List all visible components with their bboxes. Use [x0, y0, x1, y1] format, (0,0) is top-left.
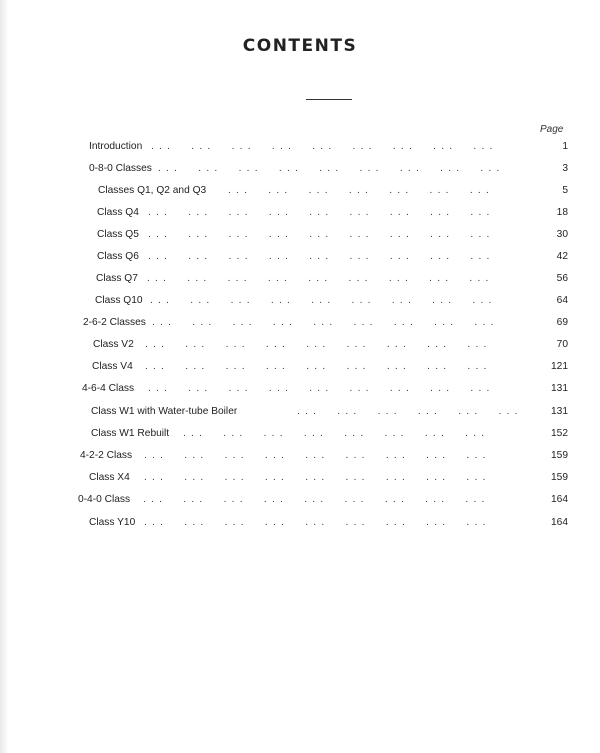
toc-entry [0, 315, 600, 331]
entry-label: 4-6-4 Class [82, 383, 135, 394]
page-title: CONTENTS [242, 36, 358, 56]
entry-page-number: 70 [556, 339, 568, 350]
toc-entry [0, 359, 600, 375]
page-column-heading: Page [540, 124, 564, 135]
toc-entry [0, 161, 600, 177]
entry-label: Class Q6 [97, 251, 139, 262]
entry-page-number: 64 [556, 295, 568, 306]
entry-page-number: 30 [556, 229, 568, 240]
dot-leaders: . . . . . . . . . . . . . . . . . . . . . . . . . . . [148, 229, 491, 240]
entry-label: Class Y10 [89, 517, 136, 528]
entry-page-number: 131 [551, 406, 568, 417]
toc-entry [0, 205, 600, 221]
dot-leaders: . . . . . . . . . . . . . . . . . . . . . [228, 185, 490, 196]
entry-page-number: 164 [551, 517, 568, 528]
entry-page-number: 5 [562, 185, 568, 196]
dot-leaders: . . . . . . . . . . . . . . . . . . . . . . . . . . . [151, 141, 494, 152]
dot-leaders: . . . . . . . . . . . . . . . . . . . . . . . . . . . [147, 273, 490, 284]
toc-entry [0, 139, 600, 155]
entry-label: Class Q10 [95, 295, 143, 306]
entry-label: Classes Q1, Q2 and Q3 [98, 185, 207, 196]
entry-label: Class Q4 [97, 207, 139, 218]
toc-entry [0, 293, 600, 309]
entry-page-number: 159 [551, 450, 568, 461]
toc-entry [0, 448, 600, 464]
dot-leaders: . . . . . . . . . . . . . . . . . . . . . . . . . . . [144, 450, 487, 461]
toc-entry [0, 515, 600, 531]
toc-entry [0, 404, 600, 420]
entry-label: Class V2 [93, 339, 134, 350]
entry-page-number: 131 [551, 383, 568, 394]
entry-label: Class Q7 [96, 273, 138, 284]
toc-entry [0, 183, 600, 199]
dot-leaders: . . . . . . . . . . . . . . . . . . . . . . . . [183, 428, 486, 439]
entry-page-number: 1 [562, 141, 568, 152]
entry-label: 0-4-0 Class [78, 494, 131, 505]
dot-leaders: . . . . . . . . . . . . . . . . . . . . . . . . . . . [145, 361, 488, 372]
toc-entry [0, 492, 600, 508]
dot-leaders: . . . . . . . . . . . . . . . . . . . . . . . . . . . [144, 472, 487, 483]
dot-leaders: . . . . . . . . . . . . . . . . . . . . . . . . . . . [148, 383, 491, 394]
entry-label: 0-8-0 Classes [89, 163, 152, 174]
dot-leaders: . . . . . . . . . . . . . . . . . . [297, 406, 519, 417]
dot-leaders: . . . . . . . . . . . . . . . . . . . . . . . . . . . [145, 339, 488, 350]
entry-page-number: 152 [551, 428, 568, 439]
entry-page-number: 42 [556, 251, 568, 262]
entry-label: Class W1 Rebuilt [91, 428, 170, 439]
entry-label: Class Q5 [97, 229, 139, 240]
title-rule [306, 99, 352, 100]
entry-page-number: 56 [556, 273, 568, 284]
entry-page-number: 121 [551, 361, 568, 372]
entry-label: 4-2-2 Class [80, 450, 133, 461]
page-edge-shadow [0, 0, 9, 753]
toc-entry [0, 249, 600, 265]
entry-page-number: 69 [556, 317, 568, 328]
entry-label: Introduction [89, 141, 143, 152]
dot-leaders: . . . . . . . . . . . . . . . . . . . . . . . . . . . [152, 317, 495, 328]
toc-entry [0, 470, 600, 486]
entry-page-number: 159 [551, 472, 568, 483]
entry-page-number: 18 [556, 207, 568, 218]
entry-label: 2-6-2 Classes [83, 317, 146, 328]
entry-page-number: 164 [551, 494, 568, 505]
dot-leaders: . . . . . . . . . . . . . . . . . . . . . . . . . . . [143, 494, 486, 505]
dot-leaders: . . . . . . . . . . . . . . . . . . . . . . . . . . . [158, 163, 501, 174]
toc-entry [0, 381, 600, 397]
toc-entry [0, 337, 600, 353]
dot-leaders: . . . . . . . . . . . . . . . . . . . . . . . . . . . [144, 517, 487, 528]
entry-label: Class V4 [92, 361, 133, 372]
toc-entry [0, 271, 600, 287]
toc-entry [0, 426, 600, 442]
entry-page-number: 3 [562, 163, 568, 174]
toc-entry [0, 227, 600, 243]
dot-leaders: . . . . . . . . . . . . . . . . . . . . . . . . . . . [148, 207, 491, 218]
entry-label: Class X4 [89, 472, 130, 483]
dot-leaders: . . . . . . . . . . . . . . . . . . . . . . . . . . . [148, 251, 491, 262]
dot-leaders: . . . . . . . . . . . . . . . . . . . . . . . . . . . [150, 295, 493, 306]
entry-label: Class W1 with Water-tube Boiler [91, 406, 238, 417]
